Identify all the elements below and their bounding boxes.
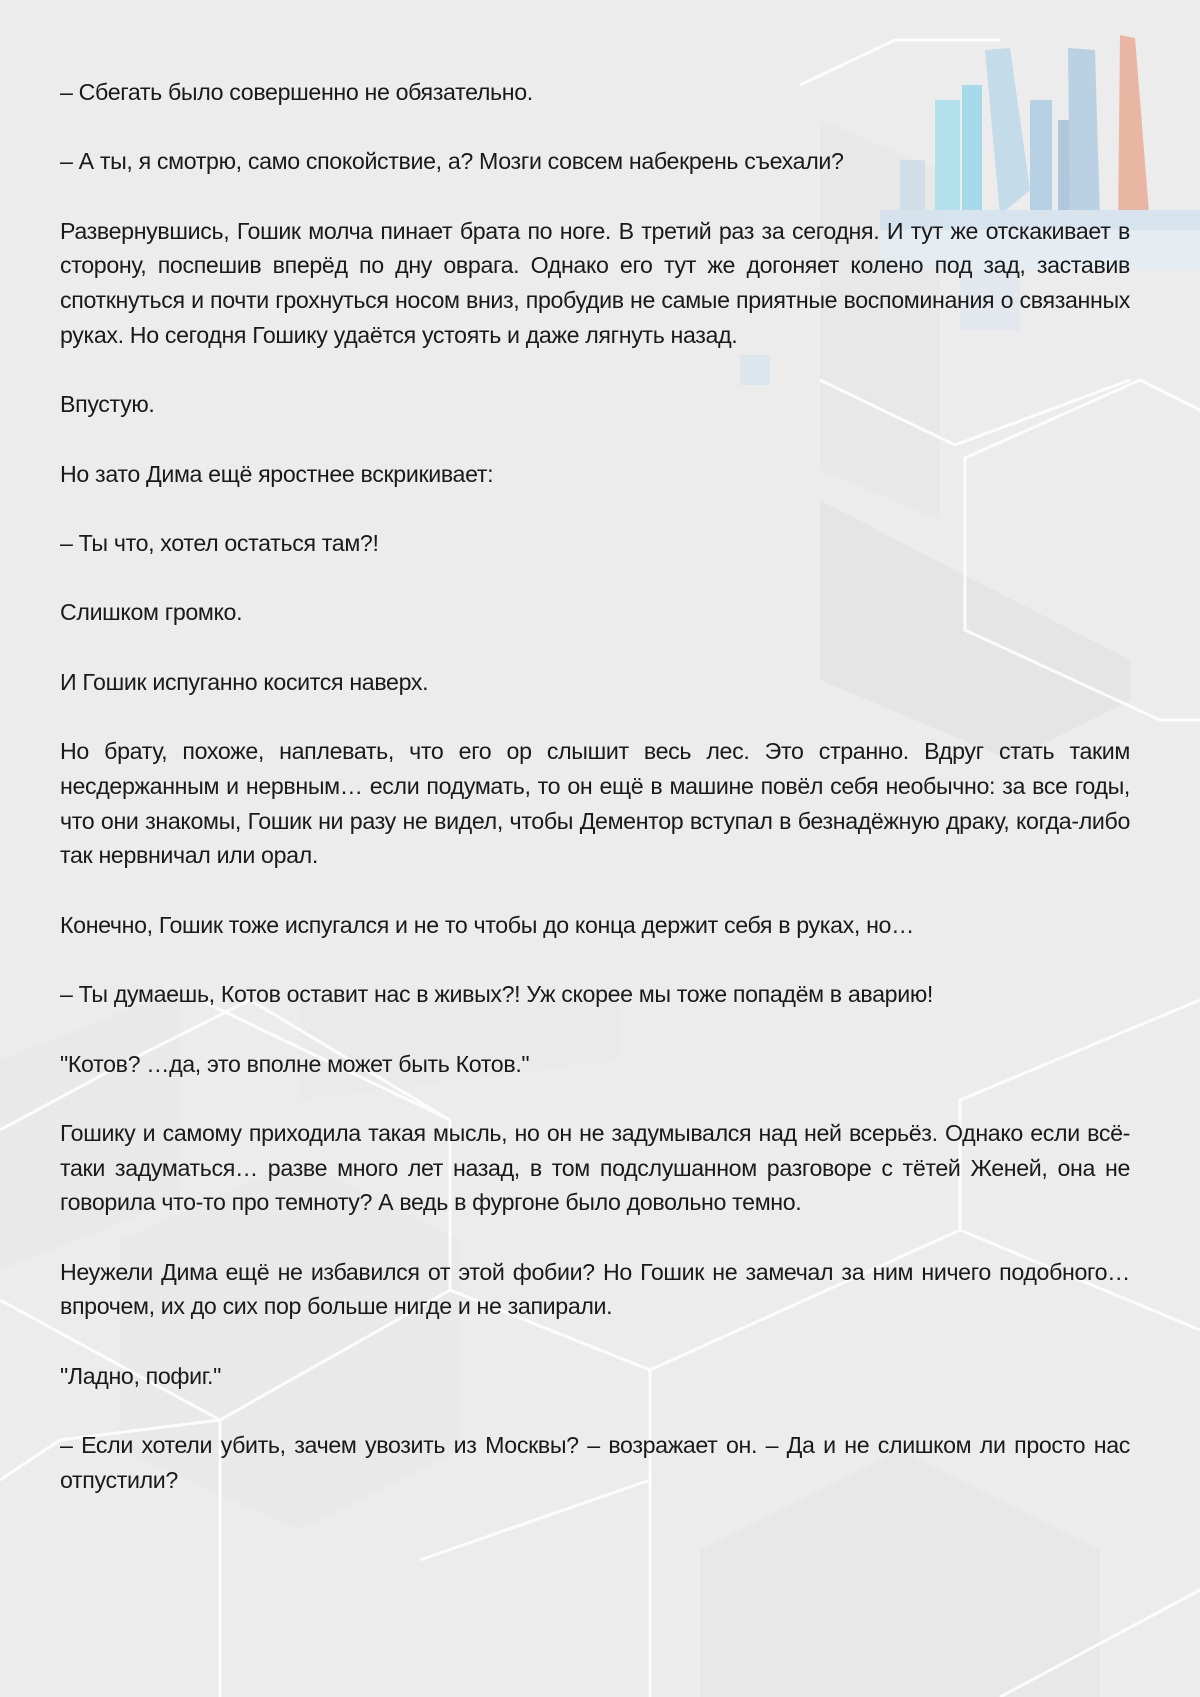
paragraph: Но брату, похоже, наплевать, что его ор слышит весь лес. Это странно. Вдруг стать таким несдержанным и нервным… если подумать, то он ещё в машине повёл себя необычно: за все годы, что они знакомы, Гошик ни разу не видел, чтобы Дементор вступал в безнадёжную драку, когда-либо так нервничал или орал.	[60, 738, 1130, 869]
paragraph: – Ты думаешь, Котов оставит нас в живых?! Уж скорее мы тоже попадём в аварию!	[60, 981, 933, 1008]
paragraph: Неужели Дима ещё не избавился от этой фобии? Но Гошик не замечал за ним ничего подобного… впрочем, их до сих пор больше нигде и не запирали.	[60, 1258, 1130, 1320]
paragraph: – А ты, я смотрю, само спокойствие, а? Мозги совсем набекрень съехали?	[60, 148, 844, 175]
paragraph: "Котов? …да, это вполне может быть Котов."	[60, 1050, 530, 1077]
paragraph: Слишком громко.	[60, 599, 243, 626]
paragraph: Гошику и самому приходила такая мысль, но он не задумывался над ней всерьёз. Однако если всё-таки задуматься… разве много лет назад, в том подслушанном разговоре с тётей Женей, она не говорила что-то про темноту? А ведь в фургоне было довольно темно.	[60, 1119, 1130, 1216]
paragraph: – Если хотели убить, зачем увозить из Москвы? – возражает он. – Да и не слишком ли просто нас отпустили?	[60, 1432, 1130, 1493]
document-body	[60, 75, 1130, 1532]
paragraph: "Ладно, пофиг."	[60, 1362, 221, 1389]
paragraph: И Гошик испуганно косится наверх.	[60, 668, 429, 695]
paragraph: – Сбегать было совершенно не обязательно.	[60, 79, 533, 105]
paragraph: – Ты что, хотел остаться там?!	[60, 530, 379, 557]
paragraph: Развернувшись, Гошик молча пинает брата по ноге. В третий раз за сегодня. И тут же отскакивает в сторону, поспешив вперёд по дну оврага. Однако его тут же догоняет колено под зад, заставив споткнуться и почти грохнуться носом вниз, пробудив не самые приятные воспоминания о связанных руках. Но сегодня Гошику удаётся устоять и даже лягнуть назад.	[60, 217, 1130, 348]
paragraph: Но зато Дима ещё яростнее вскрикивает:	[60, 460, 494, 487]
paragraph: Конечно, Гошик тоже испугался и не то чтобы до конца держит себя в руках, но…	[60, 911, 914, 938]
paragraph: Впустую.	[60, 391, 155, 418]
